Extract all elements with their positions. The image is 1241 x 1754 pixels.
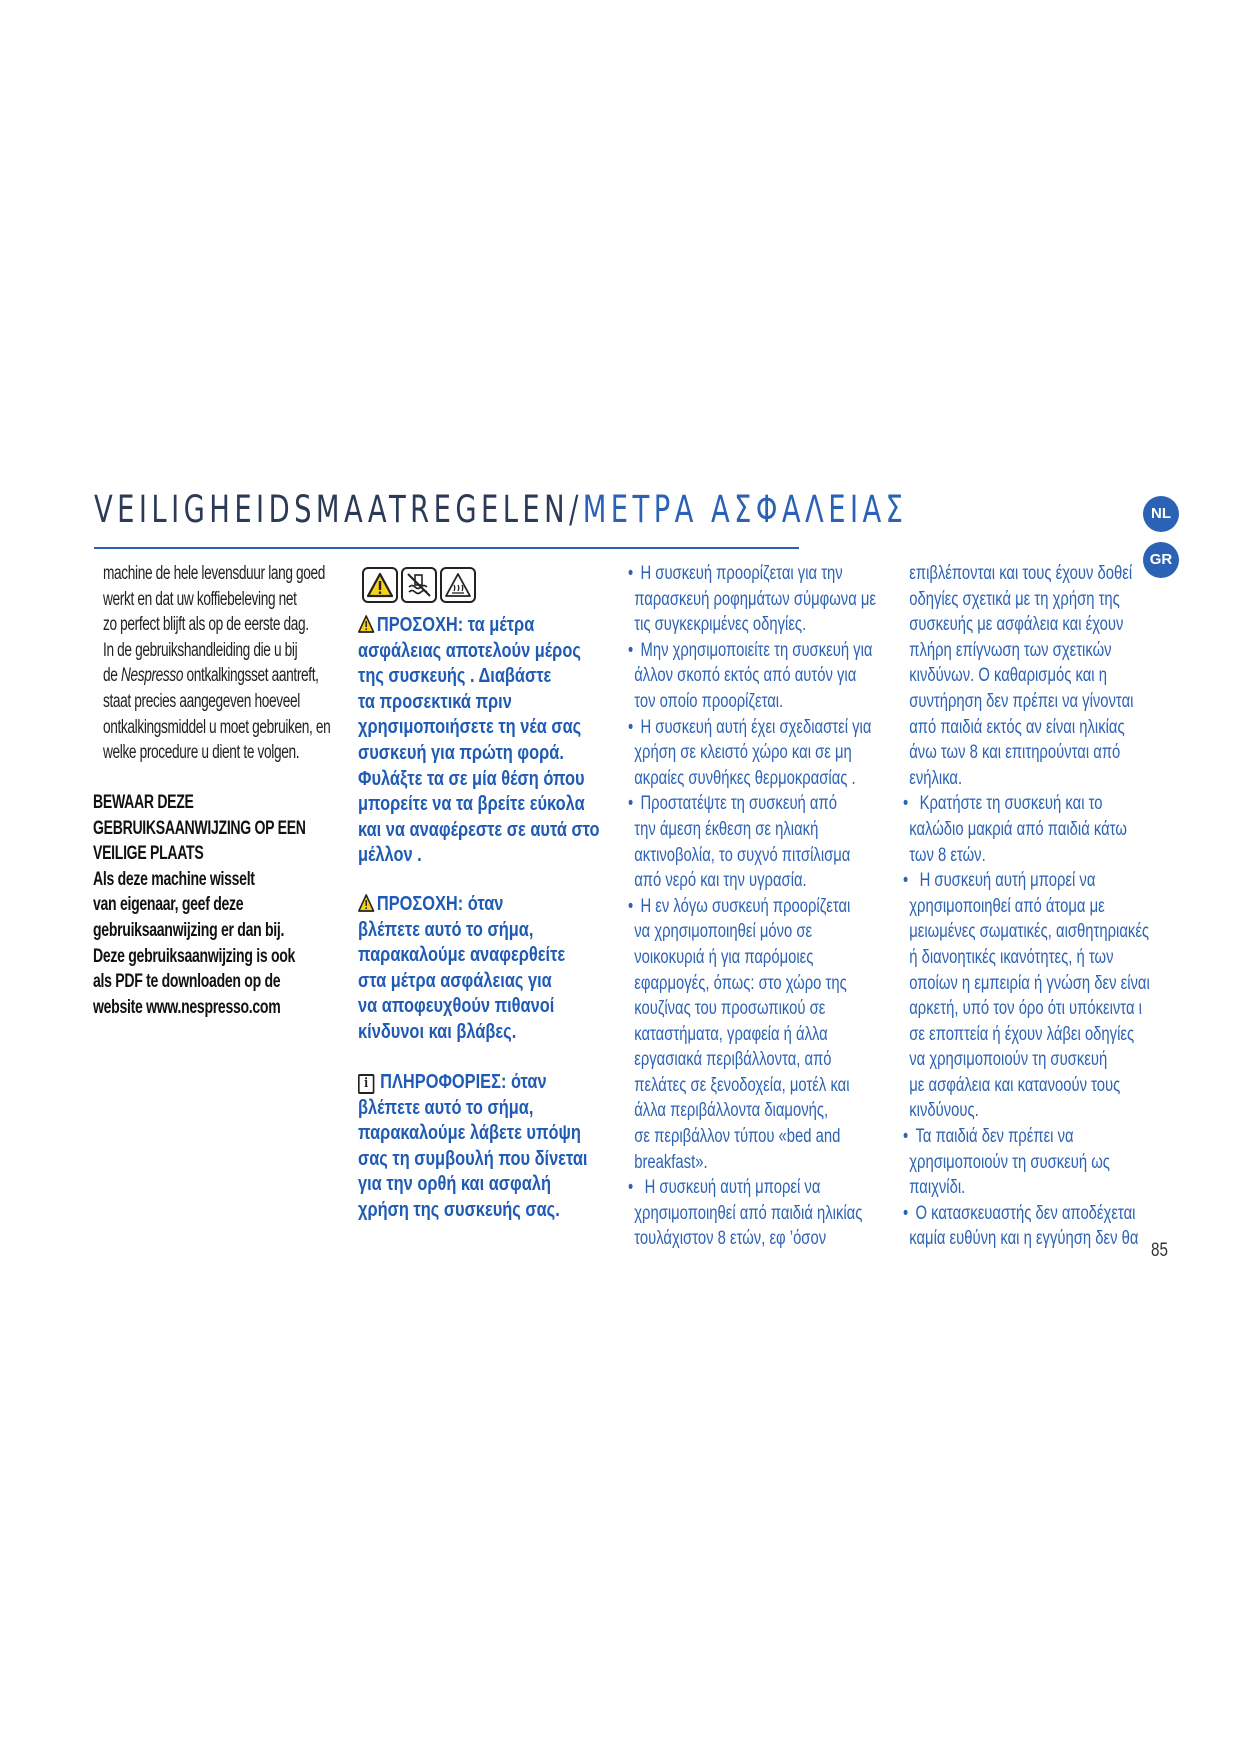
list-item-line (903, 843, 1150, 869)
list-item-line (628, 868, 876, 894)
list-item-line-text: εργασιακά περιβάλλοντα, από (634, 1049, 832, 1071)
list-item-line (903, 971, 1150, 997)
list-item-line-text: παρασκευή ροφημάτων σύμφωνα με (634, 588, 877, 610)
list-item-line (628, 1175, 876, 1201)
list-item-line (903, 919, 1150, 945)
list-item-line-text: ακτινοβολία, το συχνό πιτσίλισμα (634, 844, 851, 866)
info-line-text: για την ορθή και ασφαλή (358, 1173, 551, 1196)
list-item-line (628, 612, 876, 638)
info-line (358, 1147, 587, 1173)
list-item-line-text: Τα παιδιά δεν πρέπει να (915, 1126, 1074, 1148)
list-item-line-text: αρκετή, υπό τον όρο ότι υπόκειντα ι (909, 998, 1142, 1020)
bullet-icon: • (628, 1177, 634, 1199)
list-item-line-text: Μην χρησιμοποιείτε τη συσκευή για (640, 639, 873, 661)
gr-safety-list-col4 (903, 561, 1219, 1252)
list-item-line-text: να χρησιμοποιηθεί μόνο σε (634, 921, 813, 943)
list-item-line (903, 715, 1150, 741)
bullet-icon: • (628, 895, 634, 917)
list-item-line (628, 561, 876, 587)
list-item-line-text: Ο κατασκευαστής δεν αποδέχεται (915, 1202, 1136, 1224)
caution-safety-line-text: ασφάλειας αποτελούν μέρος (358, 639, 581, 662)
list-item-line-text: πλήρη επίγνωση των σχετικών (909, 639, 1112, 661)
caution-sign-line (358, 969, 565, 995)
info-line-text: ΠΛΗΡΟΦΟΡΙΕΣ: όταν (380, 1071, 547, 1093)
nl-bold-line-text: BEWAAR DEZE (93, 792, 194, 813)
nl-intro-line: werkt en dat uw koffiebeleving net (103, 588, 297, 610)
list-item-line (903, 868, 1150, 894)
list-item-line (628, 1124, 876, 1150)
nl-intro-line: machine de hele levensduur lang goed (103, 563, 326, 584)
bullet-icon: • (628, 563, 634, 584)
info-line (358, 1096, 587, 1122)
bullet-icon: • (628, 716, 634, 738)
list-item-line-text: να χρησιμοποιούν τη συσκευή (909, 1049, 1108, 1071)
list-item-line-text: καταστήματα, γραφεία ή άλλα (634, 1023, 828, 1045)
list-item-line-text: νοικοκυριά ή για παρόμοιες (634, 946, 814, 968)
page-title (94, 488, 907, 531)
nl-intro-line: staat precies aangegeven hoeveel (103, 690, 300, 712)
caution-sign-line (358, 918, 565, 944)
list-item-line-text: μειωμένες σωματικές, αισθητηριακές (909, 921, 1150, 943)
nl-bold-notice (93, 790, 380, 1020)
caution-safety-line (358, 664, 600, 690)
list-item-line (903, 561, 1150, 587)
list-item-line (903, 1073, 1150, 1099)
nl-bold-line (93, 841, 306, 867)
caution-sign-line-text: να αποφευχθούν πιθανοί (358, 995, 555, 1018)
list-item-line-text: κουζίνας του προσωπικού σε (634, 998, 826, 1020)
list-item-line (903, 791, 1150, 817)
nl-bold-line-text: als PDF te downloaden op de (93, 971, 281, 993)
list-item-line (903, 612, 1150, 638)
list-item-line-text: χρησιμοποιούν τη συσκευή ως (909, 1151, 1110, 1173)
nl-bold-line-text: website www.nespresso.com (93, 996, 281, 1018)
bullet-icon: • (903, 870, 909, 892)
caution-safety-line (358, 767, 600, 793)
gr-caution-sign-notice (358, 892, 611, 1046)
bullet-icon: • (628, 639, 634, 661)
list-item-line (628, 663, 876, 689)
warning-icon (358, 615, 374, 641)
list-item-line-text: Η συσκευή προορίζεται για την (640, 563, 843, 584)
list-item-line-text: επιβλέπονται και τους έχουν δοθεί (909, 563, 1133, 584)
list-item-line (903, 945, 1150, 971)
caution-safety-line (358, 843, 600, 869)
caution-safety-line-text: ΠΡΟΣΟΧΗ: τα μέτρα (376, 614, 535, 636)
list-item-line-text: την άμεση έκθεση σε ηλιακή (634, 818, 819, 840)
title-divider (94, 547, 799, 549)
list-item-line (628, 996, 876, 1022)
nl-intro-line: de Nespresso ontkalkingsset aantreft, (103, 665, 319, 687)
info-line-text: παρακαλούμε λάβετε υπόψη (358, 1122, 581, 1145)
list-item-line-text: τις συγκεκριμένες οδηγίες. (634, 614, 807, 636)
gr-safety-list-col3 (628, 561, 946, 1252)
nl-bold-line (93, 918, 306, 944)
list-item-line-text: των 8 ετών. (909, 844, 986, 866)
caution-safety-line (358, 741, 600, 767)
list-item-line (628, 1098, 876, 1124)
list-item-line (628, 843, 876, 869)
bullet-icon: • (903, 793, 909, 815)
list-item-line-text: κινδύνων. Ο καθαρισμός και η (909, 665, 1107, 687)
caution-sign-line-text: στα μέτρα ασφάλειας για (358, 969, 552, 992)
caution-safety-line-text: και να αναφέρεστε σε αυτά στο (358, 818, 600, 841)
page-title-gr: ΜΕΤΡΑ ΑΣΦΑΛΕΙΑΣ (582, 488, 908, 531)
list-item-line (903, 1175, 1150, 1201)
caution-safety-line-text: της συσκευής . Διαβάστε (358, 665, 552, 688)
caution-sign-line (358, 1020, 565, 1046)
list-item-line-text: πελάτες σε ξενοδοχεία, μοτέλ και (634, 1074, 850, 1096)
caution-sign-line (358, 892, 565, 918)
list-item-line (903, 1226, 1150, 1252)
info-line (358, 1172, 587, 1198)
list-item-line (628, 1150, 876, 1176)
list-item-line (903, 689, 1150, 715)
list-item-line-text: καλώδιο μακριά από παιδιά κάτω (909, 818, 1127, 840)
info-line (358, 1121, 587, 1147)
list-item-line (628, 638, 876, 664)
nl-bold-line (93, 892, 306, 918)
nl-bold-line (93, 816, 306, 842)
nl-bold-line (93, 944, 306, 970)
warning-icon (362, 567, 398, 603)
list-item-line-text: συντήρηση δεν πρέπει να γίνονται (909, 690, 1134, 712)
list-item-line-text: Προστατέψτε τη συσκευή από (640, 793, 837, 815)
list-item-line-text: οποίων η εμπειρία ή γνώση δεν είναι (909, 972, 1150, 994)
list-item-line (628, 1201, 876, 1227)
caution-sign-line-text: κίνδυνοι και βλάβες. (358, 1020, 517, 1043)
bullet-icon: • (903, 1202, 909, 1224)
caution-safety-line-text: χρησιμοποιήσετε τη νέα σας (358, 716, 582, 739)
nl-bold-line (93, 867, 306, 893)
list-item-line-text: χρήση σε κλειστό χώρο και σε μη (634, 742, 852, 764)
list-item-line-text: Κρατήστε τη συσκευή και το (915, 793, 1103, 815)
list-item-line (903, 996, 1150, 1022)
list-item-line (903, 740, 1150, 766)
list-item-line (628, 587, 876, 613)
list-item-line (628, 1047, 876, 1073)
list-item-line-text: χρησιμοποιηθεί από άτομα με (909, 895, 1105, 917)
warning-icon (358, 894, 374, 920)
list-item-line-text: τουλάχιστον 8 ετών, εφ ’όσον (634, 1228, 827, 1250)
hot-surface-icon (440, 567, 476, 603)
caution-sign-line (358, 994, 565, 1020)
info-icon: i (358, 1074, 374, 1094)
list-item-line-text: ακραίες συνθήκες θερμοκρασίας . (634, 767, 856, 789)
caution-sign-line (358, 943, 565, 969)
list-item-line-text: άλλον σκοπό εκτός από αυτόν για (634, 665, 857, 687)
list-item-line (903, 1098, 1150, 1124)
list-item-line (903, 894, 1150, 920)
info-line-text: σας τη συμβουλή που δίνεται (358, 1147, 588, 1170)
list-item-line (628, 1226, 876, 1252)
no-immersion-icon (401, 567, 437, 603)
list-item-line (903, 663, 1150, 689)
caution-safety-line-text: Φυλάξτε τα σε μία θέση όπου (358, 767, 585, 790)
caution-safety-line (358, 690, 600, 716)
list-item-line-text: οδηγίες σχετικά με τη χρήση της (909, 588, 1120, 610)
bullet-icon: • (903, 1126, 909, 1148)
info-line (358, 1198, 587, 1224)
list-item-line-text: Η εν λόγω συσκευή προορίζεται (640, 895, 851, 917)
caution-safety-line-text: μπορείτε να τα βρείτε εύκολα (358, 793, 585, 816)
list-item-line (628, 945, 876, 971)
list-item-line-text: ενήλικα. (909, 767, 963, 789)
list-item-line (903, 817, 1150, 843)
nl-bold-line-text: GEBRUIKSAANWIJZING OP EEN (93, 817, 306, 839)
nl-bold-line-text: Deze gebruiksaanwijzing is ook (93, 945, 296, 967)
list-item-line-text: εφαρμογές, όπως: στο χώρο της (634, 972, 847, 994)
caution-safety-line (358, 818, 600, 844)
nl-bold-line (93, 995, 306, 1021)
caution-safety-line-text: συσκευή για πρώτη φορά. (358, 741, 564, 764)
info-line (358, 1070, 587, 1096)
caution-safety-line (358, 715, 600, 741)
list-item-line (628, 766, 876, 792)
nl-bold-line-text: VEILIGE PLAATS (93, 843, 204, 865)
info-line-text: βλέπετε αυτό το σήμα, (358, 1096, 534, 1119)
list-item-line (628, 817, 876, 843)
list-item-line (628, 791, 876, 817)
nl-intro-line: In de gebruikshandleiding die u bij (103, 639, 298, 661)
list-item-line (903, 638, 1150, 664)
nl-bold-line (93, 790, 306, 816)
list-item-line (628, 689, 876, 715)
page-number: 85 (1151, 1240, 1168, 1261)
nl-bold-line (93, 969, 306, 995)
caution-safety-line (358, 613, 600, 639)
list-item-line-text: Η συσκευή αυτή μπορεί να (640, 1177, 821, 1199)
list-item-line-text: Η συσκευή αυτή μπορεί να (915, 870, 1096, 892)
list-item-line (628, 894, 876, 920)
nl-intro-line: zo perfect blijft als op de eerste dag. (103, 614, 309, 636)
list-item-line-text: breakfast». (634, 1151, 708, 1173)
language-badge-gr: GR (1143, 542, 1179, 578)
list-item-line-text: καμία ευθύνη και η εγγύηση δεν θα (909, 1228, 1139, 1250)
list-item-line-text: τον οποίο προορίζεται. (634, 690, 784, 712)
nl-bold-line-text: gebruiksaanwijzing er dan bij. (93, 919, 285, 941)
bullet-icon: • (628, 793, 634, 815)
page-title-nl: VEILIGHEIDSMAATREGELEN/ (94, 488, 583, 531)
list-item-line (628, 971, 876, 997)
list-item-line-text: σε εποπτεία ή έχουν λάβει οδηγίες (909, 1023, 1135, 1045)
caution-sign-line-text: ΠΡΟΣΟΧΗ: όταν (376, 893, 504, 915)
list-item-line (628, 1073, 876, 1099)
caution-safety-line-text: τα προσεκτικά πριν (358, 690, 512, 713)
list-item-line-text: κινδύνους. (909, 1100, 979, 1122)
language-badge-nl: NL (1143, 496, 1179, 532)
caution-sign-line-text: βλέπετε αυτό το σήμα, (358, 918, 534, 941)
list-item-line-text: χρησιμοποιηθεί από παιδιά ηλικίας (634, 1202, 863, 1224)
list-item-line (903, 766, 1150, 792)
info-line-text: χρήση της συσκευής σας. (358, 1198, 560, 1221)
list-item-line (628, 919, 876, 945)
list-item-line-text: σε περιβάλλον τύπου «bed and (634, 1126, 841, 1148)
list-item-line (903, 1150, 1150, 1176)
list-item-line (903, 1022, 1150, 1048)
list-item-line (903, 1124, 1150, 1150)
nl-bold-line-text: Als deze machine wisselt (93, 868, 255, 890)
list-item-line (903, 587, 1150, 613)
caution-safety-line-text: μέλλον . (358, 844, 422, 867)
list-item-line-text: από παιδιά εκτός αν είναι ηλικίας (909, 716, 1125, 738)
list-item-line (903, 1047, 1150, 1073)
list-item-line-text: άνω των 8 και επιτηρούνται από (909, 742, 1121, 764)
caution-safety-line (358, 792, 600, 818)
list-item-line (628, 740, 876, 766)
list-item-line-text: άλλα περιβάλλοντα διαμονής, (634, 1100, 829, 1122)
list-item-line (628, 1022, 876, 1048)
gr-info-notice (358, 1070, 638, 1224)
nl-intro-line: ontkalkingsmiddel u moet gebruiken, en (103, 716, 331, 738)
list-item-line-text: από νερό και την υγρασία. (634, 870, 807, 892)
caution-safety-line (358, 639, 600, 665)
list-item-line-text: ή διανοητικές ικανότητες, ή των (909, 946, 1114, 968)
list-item-line (903, 1201, 1150, 1227)
list-item-line-text: συσκευής με ασφάλεια και έχουν (909, 614, 1124, 636)
nl-intro-text (103, 561, 353, 766)
nl-intro-line: welke procedure u dient te volgen. (103, 742, 300, 764)
list-item-line-text: με ασφάλεια και κατανοούν τους (909, 1074, 1121, 1096)
safety-icons (362, 567, 476, 603)
caution-sign-line-text: παρακαλούμε αναφερθείτε (358, 944, 566, 967)
list-item-line-text: παιχνίδι. (909, 1177, 966, 1199)
list-item-line-text: Η συσκευή αυτή έχει σχεδιαστεί για (640, 716, 872, 738)
nl-bold-line-text: van eigenaar, geef deze (93, 894, 244, 916)
list-item-line (628, 715, 876, 741)
gr-caution-safety-notice (358, 613, 653, 869)
